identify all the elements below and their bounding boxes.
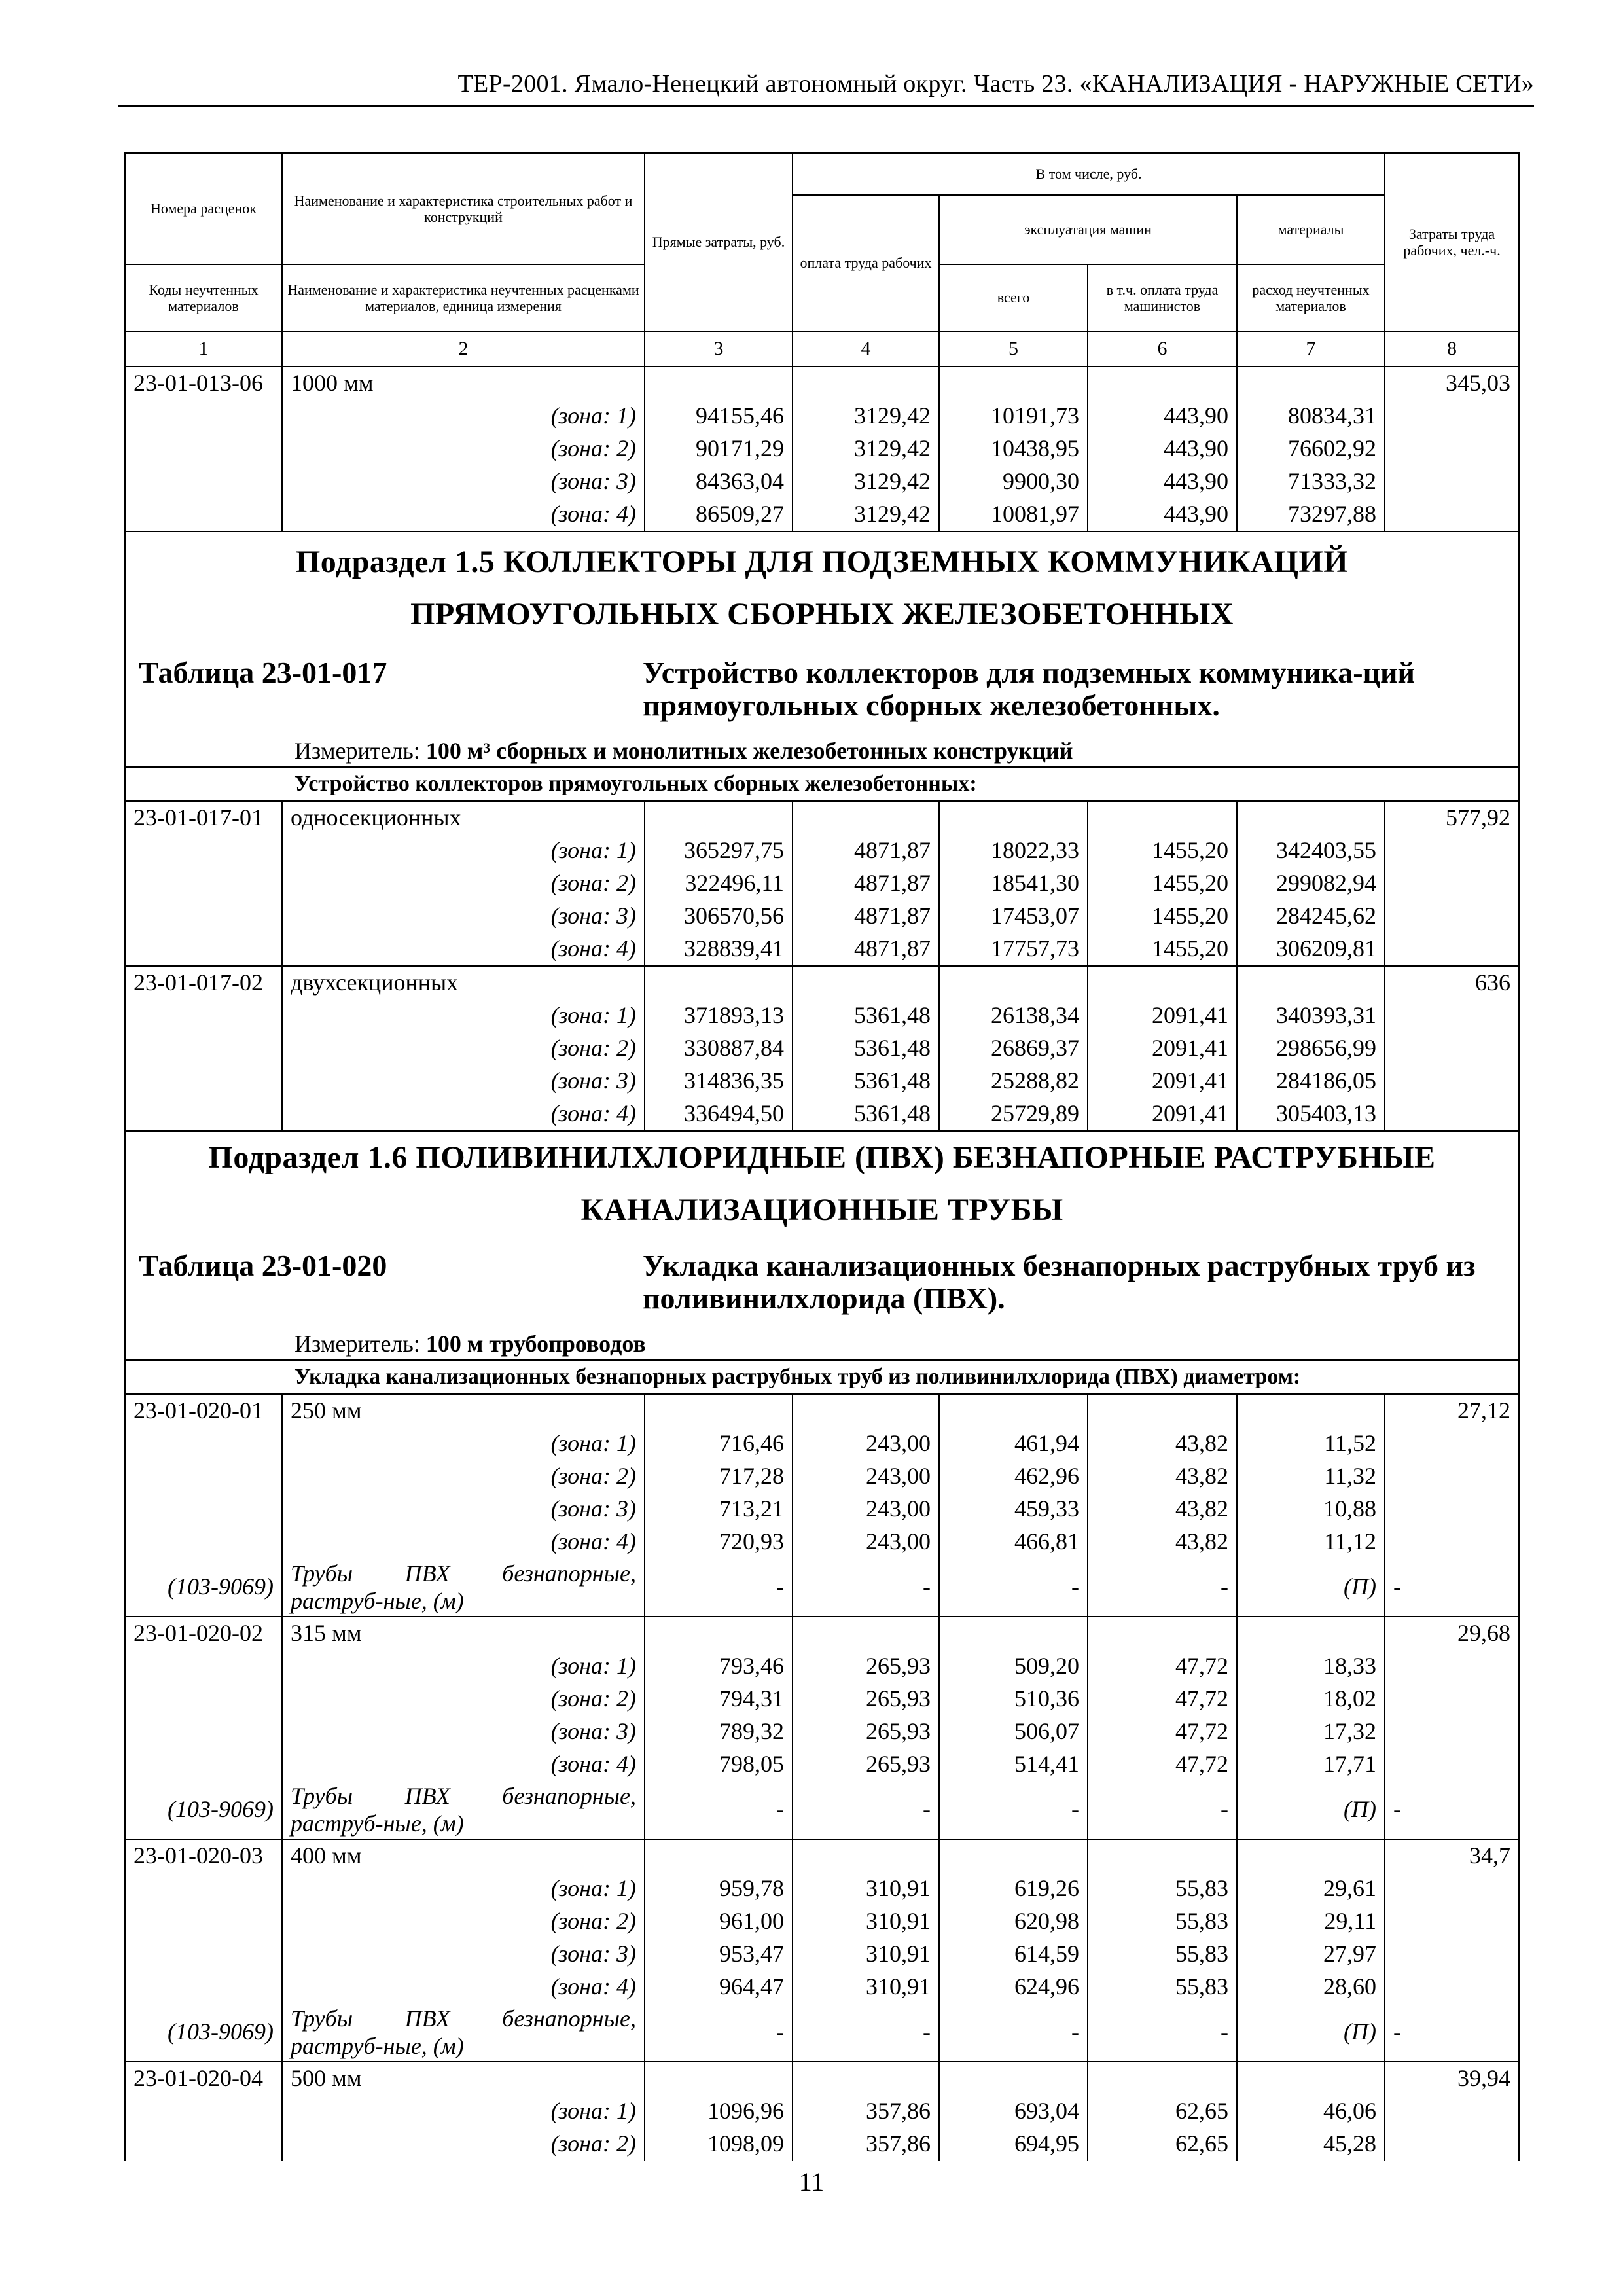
col-number: 8	[1385, 331, 1519, 367]
direct-cost: 959,78	[645, 1873, 793, 1905]
material-cost: 11,52	[1237, 1427, 1385, 1460]
col-header-pay: оплата труда рабочих	[793, 195, 939, 331]
machinist-pay: 55,83	[1088, 1938, 1237, 1971]
machine-cost: 10081,97	[939, 498, 1088, 531]
machine-cost: 693,04	[939, 2095, 1088, 2128]
subheading-row	[125, 767, 1519, 801]
machine-cost: 459,33	[939, 1493, 1088, 1526]
meter-line	[126, 1328, 1518, 1359]
material-cost: 27,97	[1237, 1938, 1385, 1971]
material-row	[125, 1558, 1519, 1617]
worker-pay: 265,93	[793, 1683, 939, 1715]
zone-label: (зона: 1)	[282, 1427, 645, 1460]
material-p-mark: (П)	[1237, 1558, 1385, 1617]
table-row	[125, 1938, 1519, 1971]
table-subheading: Укладка канализационных безнапорных раструбных труб из поливинилхлорида (ПВХ) диаметром:	[294, 1365, 1301, 1389]
worker-pay: 4871,87	[793, 867, 939, 900]
table-name: Укладка канализационных безнапорных раструбных труб из поливинилхлорида (ПВХ).	[643, 1249, 1476, 1315]
running-title: ТЕР-2001. Ямало-Ненецкий автономный округ. Часть 23. «КАНАЛИЗАЦИЯ - НАРУЖНЫЕ СЕТИ»	[457, 70, 1534, 98]
table-row	[125, 834, 1519, 867]
direct-cost: 330887,84	[645, 1032, 793, 1065]
worker-pay: 4871,87	[793, 933, 939, 966]
machine-cost: 624,96	[939, 1971, 1088, 2003]
col-number: 2	[282, 331, 645, 367]
table-row	[125, 1683, 1519, 1715]
dash-cell: -	[645, 2003, 793, 2062]
labor-value: 34,7	[1385, 1839, 1519, 1873]
worker-pay: 3129,42	[793, 433, 939, 465]
section-heading-row	[125, 1131, 1519, 1360]
machine-cost: 9900,30	[939, 465, 1088, 498]
direct-cost: 314836,35	[645, 1065, 793, 1098]
zone-label: (зона: 3)	[282, 1938, 645, 1971]
material-cost: 28,60	[1237, 1971, 1385, 2003]
dash-cell: -	[1088, 1558, 1237, 1617]
rate-code: 23-01-017-01	[125, 801, 282, 834]
worker-pay: 310,91	[793, 1873, 939, 1905]
machinist-pay: 443,90	[1088, 400, 1237, 433]
section-title	[126, 588, 1518, 641]
machinist-pay: 55,83	[1088, 1873, 1237, 1905]
col-number: 4	[793, 331, 939, 367]
material-cost: 29,11	[1237, 1905, 1385, 1938]
table-row	[125, 1065, 1519, 1098]
worker-pay: 243,00	[793, 1427, 939, 1460]
material-cost: 80834,31	[1237, 400, 1385, 433]
col-header-labor: Затраты труда рабочих, чел.-ч.	[1385, 153, 1519, 331]
table-row	[125, 1460, 1519, 1493]
table-number: Таблица 23-01-017	[139, 656, 387, 689]
machine-cost: 514,41	[939, 1748, 1088, 1781]
material-cost: 18,02	[1237, 1683, 1385, 1715]
machinist-pay: 43,82	[1088, 1427, 1237, 1460]
direct-cost: 94155,46	[645, 400, 793, 433]
machine-cost: 26138,34	[939, 999, 1088, 1032]
table-row	[125, 1650, 1519, 1683]
dash-cell: -	[793, 1781, 939, 1839]
table-row	[125, 933, 1519, 966]
col-header-mach-pay: в т.ч. оплата труда машинистов	[1088, 264, 1237, 331]
col-header-direct: Прямые затраты, руб.	[645, 153, 793, 331]
worker-pay: 3129,42	[793, 400, 939, 433]
machine-cost: 26869,37	[939, 1032, 1088, 1065]
machine-cost: 25288,82	[939, 1065, 1088, 1098]
dash-cell: -	[939, 1781, 1088, 1839]
material-cost: 284245,62	[1237, 900, 1385, 933]
material-cost: 10,88	[1237, 1493, 1385, 1526]
material-cost: 18,33	[1237, 1650, 1385, 1683]
table-row	[125, 900, 1519, 933]
worker-pay: 3129,42	[793, 498, 939, 531]
table-row	[125, 2095, 1519, 2128]
meter-value: 100 м³ сборных и монолитных железобетонных конструкций	[425, 738, 1073, 764]
zone-label: (зона: 2)	[282, 867, 645, 900]
col-header-codes-bottom: Коды неучтенных материалов	[125, 264, 282, 331]
material-p-mark: (П)	[1237, 2003, 1385, 2062]
zone-label: (зона: 3)	[282, 465, 645, 498]
table-caption	[126, 656, 1518, 735]
zone-label: (зона: 4)	[282, 933, 645, 966]
worker-pay: 243,00	[793, 1526, 939, 1558]
col-number: 7	[1237, 331, 1385, 367]
zone-label: (зона: 4)	[282, 1098, 645, 1131]
zone-label: (зона: 1)	[282, 1873, 645, 1905]
zone-label: (зона: 2)	[282, 1905, 645, 1938]
direct-cost: 789,32	[645, 1715, 793, 1748]
machine-cost: 18541,30	[939, 867, 1088, 900]
machinist-pay: 43,82	[1088, 1460, 1237, 1493]
table-subheading: Устройство коллекторов прямоугольных сборных железобетонных:	[294, 772, 977, 796]
machinist-pay: 2091,41	[1088, 1032, 1237, 1065]
dash-cell: -	[1088, 2003, 1237, 2062]
material-cost: 299082,94	[1237, 867, 1385, 900]
section-title	[126, 1184, 1518, 1236]
machine-cost: 17757,73	[939, 933, 1088, 966]
direct-cost: 717,28	[645, 1460, 793, 1493]
section-heading-row	[125, 531, 1519, 767]
worker-pay: 5361,48	[793, 1098, 939, 1131]
labor-value: 577,92	[1385, 801, 1519, 834]
machinist-pay: 1455,20	[1088, 834, 1237, 867]
col-header-name-bottom: Наименование и характеристика неучтенных расценками материалов, единица измерения	[282, 264, 645, 331]
table-row	[125, 966, 1519, 999]
direct-cost: 86509,27	[645, 498, 793, 531]
table-row	[125, 367, 1519, 400]
zone-label: (зона: 3)	[282, 1065, 645, 1098]
table-row	[125, 1873, 1519, 1905]
section-title	[126, 1132, 1518, 1184]
table-row	[125, 1526, 1519, 1558]
direct-cost: 798,05	[645, 1748, 793, 1781]
table-caption	[126, 1249, 1518, 1328]
labor-value: 345,03	[1385, 367, 1519, 400]
col-header-name-top: Наименование и характеристика строительных работ и конструкций	[282, 153, 645, 264]
direct-cost: 328839,41	[645, 933, 793, 966]
table-row	[125, 1617, 1519, 1650]
col-number: 1	[125, 331, 282, 367]
material-cost: 340393,31	[1237, 999, 1385, 1032]
machinist-pay: 1455,20	[1088, 867, 1237, 900]
section-title-line: Подраздел 1.6 ПОЛИВИНИЛХЛОРИДНЫЕ (ПВХ) БЕЗНАПОРНЫЕ РАСТРУБНЫЕ	[208, 1140, 1436, 1175]
col-header-machines: эксплуатация машин	[939, 195, 1237, 264]
direct-cost: 90171,29	[645, 433, 793, 465]
section-title	[126, 536, 1518, 588]
machinist-pay: 43,82	[1088, 1493, 1237, 1526]
table-row	[125, 1032, 1519, 1065]
direct-cost: 953,47	[645, 1938, 793, 1971]
machinist-pay: 55,83	[1088, 1905, 1237, 1938]
worker-pay: 5361,48	[793, 999, 939, 1032]
machinist-pay: 443,90	[1088, 433, 1237, 465]
machinist-pay: 62,65	[1088, 2095, 1237, 2128]
rate-name: двухсекционных	[282, 966, 645, 999]
table-row	[125, 1905, 1519, 1938]
meter-label: Измеритель:	[294, 738, 426, 764]
worker-pay: 4871,87	[793, 900, 939, 933]
machine-cost: 10438,95	[939, 433, 1088, 465]
table-row	[125, 433, 1519, 465]
rate-code: 23-01-020-04	[125, 2062, 282, 2095]
col-header-materials: материалы	[1237, 195, 1385, 264]
zone-label: (зона: 2)	[282, 1032, 645, 1065]
worker-pay: 4871,87	[793, 834, 939, 867]
zone-label: (зона: 1)	[282, 2095, 645, 2128]
dash-cell: -	[1385, 1558, 1519, 1617]
worker-pay: 3129,42	[793, 465, 939, 498]
rate-name: 250 мм	[282, 1394, 645, 1427]
direct-cost: 365297,75	[645, 834, 793, 867]
table-row	[125, 498, 1519, 531]
zone-label: (зона: 1)	[282, 834, 645, 867]
material-name: Трубы ПВХ безнапорные, раструб-ные, (м)	[282, 1781, 645, 1839]
worker-pay: 5361,48	[793, 1065, 939, 1098]
table-row	[125, 1715, 1519, 1748]
table-row	[125, 1427, 1519, 1460]
zone-label: (зона: 4)	[282, 1971, 645, 2003]
zone-label: (зона: 4)	[282, 1526, 645, 1558]
direct-cost: 794,31	[645, 1683, 793, 1715]
material-cost: 45,28	[1237, 2128, 1385, 2161]
col-header-mach-total: всего	[939, 264, 1088, 331]
machine-cost: 509,20	[939, 1650, 1088, 1683]
machine-cost: 10191,73	[939, 400, 1088, 433]
col-number: 6	[1088, 331, 1237, 367]
zone-label: (зона: 2)	[282, 1460, 645, 1493]
col-number: 3	[645, 331, 793, 367]
material-cost: 76602,92	[1237, 433, 1385, 465]
machinist-pay: 47,72	[1088, 1715, 1237, 1748]
material-cost: 305403,13	[1237, 1098, 1385, 1131]
material-cost: 284186,05	[1237, 1065, 1385, 1098]
material-cost: 46,06	[1237, 2095, 1385, 2128]
zone-label: (зона: 2)	[282, 1683, 645, 1715]
machine-cost: 25729,89	[939, 1098, 1088, 1131]
rate-name: 400 мм	[282, 1839, 645, 1873]
table-row	[125, 2062, 1519, 2095]
zone-label: (зона: 3)	[282, 1715, 645, 1748]
section-title-line: ПРЯМОУГОЛЬНЫХ СБОРНЫХ ЖЕЛЕЗОБЕТОННЫХ	[410, 597, 1234, 632]
machinist-pay: 62,65	[1088, 2128, 1237, 2161]
col-number: 5	[939, 331, 1088, 367]
table-header	[125, 153, 1519, 367]
zone-label: (зона: 3)	[282, 900, 645, 933]
dash-cell: -	[645, 1558, 793, 1617]
rate-name: 1000 мм	[282, 367, 645, 400]
zone-label: (зона: 1)	[282, 999, 645, 1032]
table-row	[125, 1748, 1519, 1781]
machinist-pay: 47,72	[1088, 1748, 1237, 1781]
table-row	[125, 867, 1519, 900]
table-row	[125, 465, 1519, 498]
machine-cost: 694,95	[939, 2128, 1088, 2161]
direct-cost: 964,47	[645, 1971, 793, 2003]
dash-cell: -	[939, 1558, 1088, 1617]
section-title-line: КАНАЛИЗАЦИОННЫЕ ТРУБЫ	[580, 1193, 1063, 1227]
machinist-pay: 2091,41	[1088, 1098, 1237, 1131]
material-cost: 298656,99	[1237, 1032, 1385, 1065]
table-row	[125, 1098, 1519, 1131]
material-p-mark: (П)	[1237, 1781, 1385, 1839]
rate-name: 315 мм	[282, 1617, 645, 1650]
col-header-codes-top: Номера расценок	[125, 153, 282, 264]
direct-cost: 1098,09	[645, 2128, 793, 2161]
header-rule	[118, 105, 1534, 107]
zone-label: (зона: 1)	[282, 1650, 645, 1683]
table-row	[125, 1971, 1519, 2003]
worker-pay: 243,00	[793, 1460, 939, 1493]
machine-cost: 614,59	[939, 1938, 1088, 1971]
rate-code: 23-01-017-02	[125, 966, 282, 999]
material-code: (103-9069)	[125, 1781, 282, 1839]
material-cost: 73297,88	[1237, 498, 1385, 531]
dash-cell: -	[793, 1558, 939, 1617]
rate-code: 23-01-013-06	[125, 367, 282, 400]
machinist-pay: 47,72	[1088, 1683, 1237, 1715]
worker-pay: 265,93	[793, 1650, 939, 1683]
material-row	[125, 2003, 1519, 2062]
rate-code: 23-01-020-01	[125, 1394, 282, 1427]
zone-label: (зона: 2)	[282, 433, 645, 465]
machine-cost: 17453,07	[939, 900, 1088, 933]
direct-cost: 716,46	[645, 1427, 793, 1460]
direct-cost: 961,00	[645, 1905, 793, 1938]
table-name: Устройство коллекторов для подземных коммуника-ций прямоугольных сборных железобетонных.	[643, 656, 1416, 722]
machinist-pay: 43,82	[1088, 1526, 1237, 1558]
direct-cost: 1096,96	[645, 2095, 793, 2128]
direct-cost: 713,21	[645, 1493, 793, 1526]
labor-value: 39,94	[1385, 2062, 1519, 2095]
material-cost: 11,12	[1237, 1526, 1385, 1558]
worker-pay: 265,93	[793, 1748, 939, 1781]
worker-pay: 357,86	[793, 2095, 939, 2128]
subheading-row	[125, 1360, 1519, 1394]
dash-cell: -	[1385, 1781, 1519, 1839]
machinist-pay: 55,83	[1088, 1971, 1237, 2003]
section-title-line: Подраздел 1.5 КОЛЛЕКТОРЫ ДЛЯ ПОДЗЕМНЫХ КОММУНИКАЦИЙ	[295, 545, 1349, 579]
rate-code: 23-01-020-03	[125, 1839, 282, 1873]
machine-cost: 461,94	[939, 1427, 1088, 1460]
machine-cost: 510,36	[939, 1683, 1088, 1715]
worker-pay: 243,00	[793, 1493, 939, 1526]
material-cost: 29,61	[1237, 1873, 1385, 1905]
worker-pay: 5361,48	[793, 1032, 939, 1065]
material-cost: 71333,32	[1237, 465, 1385, 498]
material-cost: 342403,55	[1237, 834, 1385, 867]
dash-cell: -	[939, 2003, 1088, 2062]
material-name: Трубы ПВХ безнапорные, раструб-ные, (м)	[282, 1558, 645, 1617]
direct-cost: 793,46	[645, 1650, 793, 1683]
material-cost: 17,32	[1237, 1715, 1385, 1748]
col-header-in-total: В том числе, руб.	[793, 153, 1385, 195]
material-code: (103-9069)	[125, 1558, 282, 1617]
rates-table	[124, 152, 1520, 2161]
worker-pay: 310,91	[793, 1905, 939, 1938]
material-cost: 11,32	[1237, 1460, 1385, 1493]
machine-cost: 466,81	[939, 1526, 1088, 1558]
worker-pay: 310,91	[793, 1971, 939, 2003]
labor-value: 29,68	[1385, 1617, 1519, 1650]
rate-name: 500 мм	[282, 2062, 645, 2095]
material-row	[125, 1781, 1519, 1839]
table-row	[125, 400, 1519, 433]
dash-cell: -	[1385, 2003, 1519, 2062]
table-row	[125, 2128, 1519, 2161]
worker-pay: 310,91	[793, 1938, 939, 1971]
material-code: (103-9069)	[125, 2003, 282, 2062]
table-row	[125, 1493, 1519, 1526]
meter-value: 100 м трубопроводов	[425, 1331, 646, 1357]
dash-cell: -	[793, 2003, 939, 2062]
zone-label: (зона: 3)	[282, 1493, 645, 1526]
machinist-pay: 47,72	[1088, 1650, 1237, 1683]
table-row	[125, 1839, 1519, 1873]
rate-code: 23-01-020-02	[125, 1617, 282, 1650]
labor-value: 27,12	[1385, 1394, 1519, 1427]
machine-cost: 462,96	[939, 1460, 1088, 1493]
table-row	[125, 801, 1519, 834]
direct-cost: 720,93	[645, 1526, 793, 1558]
meter-label: Измеритель:	[294, 1331, 426, 1357]
table-row	[125, 999, 1519, 1032]
table-number: Таблица 23-01-020	[139, 1249, 387, 1282]
rate-name: односекционных	[282, 801, 645, 834]
material-cost: 17,71	[1237, 1748, 1385, 1781]
dash-cell: -	[645, 1781, 793, 1839]
direct-cost: 322496,11	[645, 867, 793, 900]
labor-value: 636	[1385, 966, 1519, 999]
machinist-pay: 2091,41	[1088, 1065, 1237, 1098]
direct-cost: 306570,56	[645, 900, 793, 933]
zone-label: (зона: 1)	[282, 400, 645, 433]
zone-label: (зона: 4)	[282, 1748, 645, 1781]
machine-cost: 18022,33	[939, 834, 1088, 867]
worker-pay: 357,86	[793, 2128, 939, 2161]
zone-label: (зона: 4)	[282, 498, 645, 531]
material-name: Трубы ПВХ безнапорные, раструб-ные, (м)	[282, 2003, 645, 2062]
machinist-pay: 1455,20	[1088, 900, 1237, 933]
machinist-pay: 1455,20	[1088, 933, 1237, 966]
machine-cost: 506,07	[939, 1715, 1088, 1748]
page-number: 11	[798, 2167, 825, 2197]
worker-pay: 265,93	[793, 1715, 939, 1748]
machinist-pay: 443,90	[1088, 498, 1237, 531]
machinist-pay: 443,90	[1088, 465, 1237, 498]
table-row	[125, 1394, 1519, 1427]
col-header-mat-usage: расход неучтенных материалов	[1237, 264, 1385, 331]
material-cost: 306209,81	[1237, 933, 1385, 966]
machine-cost: 619,26	[939, 1873, 1088, 1905]
direct-cost: 84363,04	[645, 465, 793, 498]
zone-label: (зона: 2)	[282, 2128, 645, 2161]
direct-cost: 336494,50	[645, 1098, 793, 1131]
machinist-pay: 2091,41	[1088, 999, 1237, 1032]
direct-cost: 371893,13	[645, 999, 793, 1032]
dash-cell: -	[1088, 1781, 1237, 1839]
machine-cost: 620,98	[939, 1905, 1088, 1938]
meter-line	[126, 735, 1518, 766]
